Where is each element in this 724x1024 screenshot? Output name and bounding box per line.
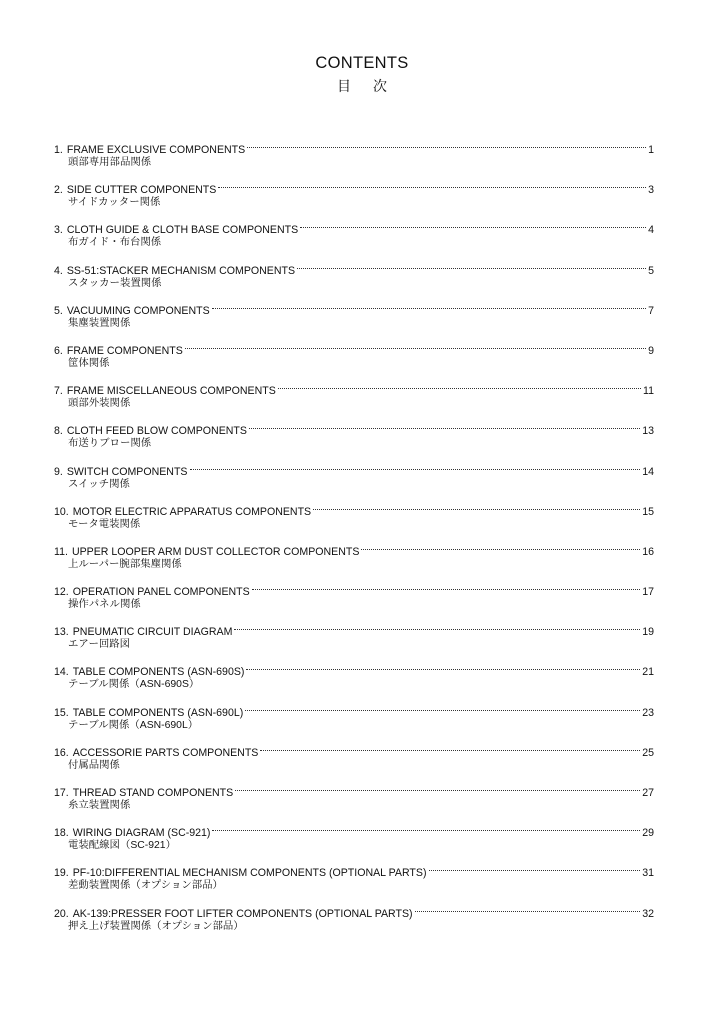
toc-entry	[54, 535, 654, 575]
toc-entry-page-number: 4	[648, 224, 654, 237]
toc-entry-title: TABLE COMPONENTS (ASN-690L)	[72, 706, 244, 719]
dot-leader	[246, 655, 640, 675]
toc-entry-japanese-title: 布ガイド・布台関係	[68, 237, 162, 249]
toc-entry	[54, 213, 654, 253]
toc-entry-japanese-title: スイッチ関係	[68, 478, 130, 490]
toc-entry-japanese-title: 頭部専用部品関係	[68, 157, 152, 168]
dot-leader	[260, 736, 640, 756]
dot-leader	[235, 776, 640, 796]
toc-entry-title: VACUUMING COMPONENTS	[66, 304, 210, 317]
toc-entry	[54, 455, 654, 495]
toc-entry-number: 5.	[54, 304, 63, 317]
toc-entry-page-number: 3	[648, 184, 654, 197]
toc-entry-title: FRAME EXCLUSIVE COMPONENTS	[66, 144, 246, 156]
toc-entry-row	[54, 575, 654, 599]
dot-leader	[190, 455, 641, 475]
toc-entry-title: OPERATION PANEL COMPONENTS	[72, 586, 250, 599]
toc-entry-number: 13.	[54, 626, 69, 639]
dot-leader	[313, 495, 640, 515]
toc-entry-row	[54, 736, 654, 759]
toc-entry-row	[54, 776, 654, 799]
dot-leader	[212, 294, 646, 314]
toc-entry-page-number: 14	[642, 465, 654, 478]
toc-entry-row	[54, 334, 654, 357]
toc-entry-row	[54, 213, 654, 237]
toc-entry-title: AK-139:PRESSER FOOT LIFTER COMPONENTS (OPTIONAL PARTS)	[72, 907, 413, 920]
toc-entry	[54, 173, 654, 213]
toc-entry-number: 7.	[54, 385, 63, 398]
toc-entry-row	[54, 294, 654, 317]
toc-entry-page-number: 27	[642, 787, 654, 799]
toc-entry-title: SS-51:STACKER MECHANISM COMPONENTS	[66, 264, 296, 277]
toc-entry-title: PNEUMATIC CIRCUIT DIAGRAM	[72, 626, 233, 639]
toc-entry-row	[54, 615, 654, 639]
toc-entry-row	[54, 133, 654, 156]
toc-entry-japanese-title: テーブル関係（ASN-690S）	[68, 679, 200, 691]
toc-entry	[54, 736, 654, 776]
toc-entry-number: 19.	[54, 867, 69, 880]
toc-entry	[54, 254, 654, 294]
toc-entry-page-number: 25	[642, 746, 654, 759]
toc-entry-japanese-title: 操作パネル関係	[68, 599, 141, 611]
toc-entry-number: 18.	[54, 827, 69, 840]
toc-entry-number: 1.	[54, 144, 63, 156]
toc-entry-title: UPPER LOOPER ARM DUST COLLECTOR COMPONENTS	[71, 545, 360, 558]
toc-entry-page-number: 5	[648, 264, 654, 277]
toc-entry	[54, 133, 654, 173]
toc-entry-page-number: 7	[648, 304, 654, 317]
toc-entry-number: 11.	[54, 545, 68, 558]
dot-leader	[361, 535, 640, 555]
toc-entry-row	[54, 856, 654, 880]
toc-entry-number: 6.	[54, 344, 63, 357]
dot-leader	[212, 816, 640, 836]
toc-entry-page-number: 13	[642, 425, 654, 438]
toc-entry-number: 20.	[54, 907, 69, 920]
toc-entry-title: CLOTH GUIDE & CLOTH BASE COMPONENTS	[66, 224, 299, 237]
toc-entry-page-number: 19	[642, 626, 654, 639]
page-title: CONTENTS	[315, 54, 409, 72]
toc-entry-number: 9.	[54, 465, 63, 478]
toc-entry-japanese-title: 筐体関係	[68, 357, 110, 369]
toc-entry-title: FRAME MISCELLANEOUS COMPONENTS	[66, 385, 276, 398]
toc-entry-number: 16.	[54, 746, 69, 759]
toc-entry-number: 3.	[54, 224, 63, 237]
toc-entry-japanese-title: 集塵装置関係	[68, 317, 131, 329]
toc-entry-japanese-title: サイドカッター関係	[68, 197, 161, 209]
toc-entry	[54, 334, 654, 374]
toc-entry-title: SWITCH COMPONENTS	[66, 465, 188, 478]
toc-entry-title: TABLE COMPONENTS (ASN-690S)	[72, 666, 245, 679]
dot-leader	[245, 696, 640, 716]
toc-entry-title: PF-10:DIFFERENTIAL MECHANISM COMPONENTS (OPTIONAL PARTS)	[72, 867, 427, 880]
dot-leader	[300, 213, 646, 233]
dot-leader	[252, 575, 640, 595]
toc-entry	[54, 575, 654, 615]
toc-entry-row	[54, 455, 654, 478]
toc-entry-page-number: 29	[642, 827, 654, 840]
toc-entry-japanese-title: エアー回路図	[68, 639, 131, 651]
toc-entry-page-number: 17	[642, 586, 654, 599]
toc-entry-number: 2.	[54, 184, 63, 197]
toc-entry	[54, 294, 654, 334]
toc-entry-page-number: 16	[642, 545, 654, 558]
toc-entry-page-number: 23	[642, 706, 654, 719]
toc-entry	[54, 615, 654, 655]
toc-entry-number: 17.	[54, 787, 69, 799]
toc-entry-title: ACCESSORIE PARTS COMPONENTS	[72, 746, 259, 759]
toc-entry-number: 4.	[54, 264, 63, 277]
dot-leader	[429, 856, 641, 876]
toc-entry-row	[54, 173, 654, 197]
toc-entry-japanese-title: スタッカー装置関係	[68, 277, 162, 289]
toc-entry-japanese-title: 電装配線図（SC-921）	[68, 840, 176, 852]
toc-entry-japanese-title: 糸立装置関係	[68, 800, 131, 811]
toc-entry-japanese-title: 差動装置関係（オプション部品）	[68, 880, 223, 892]
toc-entry-japanese-title: 上ルーパー腕部集塵関係	[68, 558, 182, 570]
toc-entry-row	[54, 655, 654, 679]
toc-entry-number: 10.	[54, 505, 69, 518]
toc-entry-title: CLOTH FEED BLOW COMPONENTS	[66, 425, 247, 438]
toc-entry-japanese-title: テーブル関係（ASN-690L）	[68, 719, 199, 731]
toc-entry-number: 15.	[54, 706, 69, 719]
page-subtitle: 目次	[337, 78, 409, 94]
toc-entry-title: THREAD STAND COMPONENTS	[72, 787, 234, 799]
toc-entry-row	[54, 897, 654, 920]
toc-entry-row	[54, 414, 654, 438]
toc-entry	[54, 816, 654, 856]
toc-entry	[54, 776, 654, 816]
toc-entry	[54, 856, 654, 896]
toc-entry-page-number: 11	[643, 385, 654, 398]
toc-entry-title: FRAME COMPONENTS	[66, 344, 183, 357]
toc-entry-title: WIRING DIAGRAM (SC-921)	[72, 827, 211, 840]
toc-entry-title: SIDE CUTTER COMPONENTS	[66, 184, 217, 197]
toc-entry-row	[54, 696, 654, 719]
toc-entry-page-number: 32	[642, 907, 654, 920]
toc-entry-number: 14.	[54, 666, 69, 679]
dot-leader	[218, 173, 646, 193]
dot-leader	[234, 615, 640, 635]
toc-entry-japanese-title: 押え上げ装置関係（オプション部品）	[68, 920, 244, 932]
table-of-contents	[54, 133, 654, 937]
toc-entry-row	[54, 535, 654, 558]
toc-entry-page-number: 1	[648, 144, 654, 156]
dot-leader	[185, 334, 646, 354]
toc-entry	[54, 696, 654, 736]
toc-entry-number: 12.	[54, 586, 69, 599]
toc-entry-title: MOTOR ELECTRIC APPARATUS COMPONENTS	[72, 505, 312, 518]
toc-entry-number: 8.	[54, 425, 63, 438]
dot-leader	[297, 254, 646, 274]
toc-entry-row	[54, 254, 654, 277]
toc-entry	[54, 897, 654, 937]
toc-entry	[54, 414, 654, 454]
dot-leader	[278, 374, 641, 394]
dot-leader	[247, 133, 646, 153]
toc-entry	[54, 655, 654, 695]
dot-leader	[415, 897, 641, 917]
toc-entry-japanese-title: 頭部外装関係	[68, 398, 131, 410]
toc-entry-japanese-title: 布送りブロー関係	[68, 438, 152, 450]
toc-entry-japanese-title: 付属品関係	[68, 759, 120, 771]
toc-entry	[54, 374, 654, 414]
toc-entry-row	[54, 495, 654, 518]
dot-leader	[249, 414, 640, 434]
toc-entry-page-number: 31	[642, 867, 654, 880]
toc-entry-page-number: 15	[642, 505, 654, 518]
toc-entry-japanese-title: モータ電装関係	[68, 518, 141, 530]
toc-entry-row	[54, 816, 654, 840]
toc-entry-row	[54, 374, 654, 398]
toc-entry-page-number: 9	[648, 344, 654, 357]
toc-entry	[54, 495, 654, 535]
toc-entry-page-number: 21	[642, 666, 654, 679]
